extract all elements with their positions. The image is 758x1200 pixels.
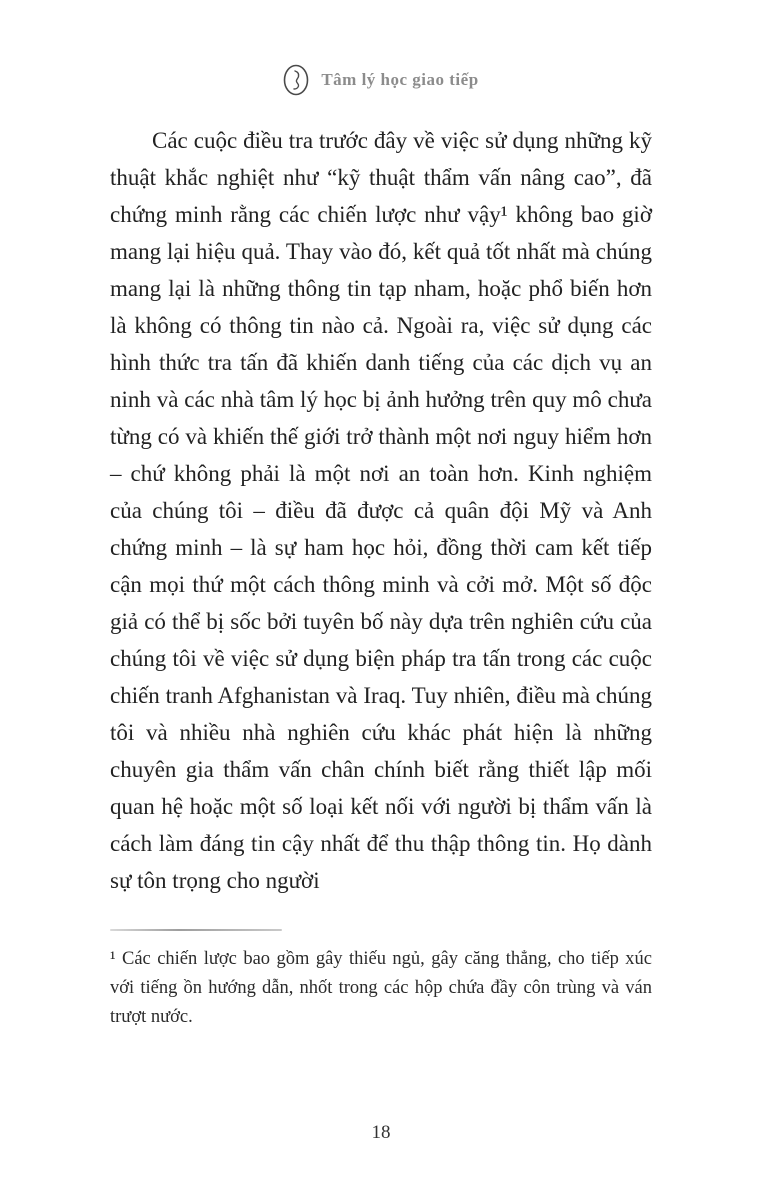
page-number: 18 xyxy=(371,1122,391,1143)
body-paragraph: Các cuộc điều tra trước đây về việc sử dụng những kỹ thuật khắc nghiệt như “kỹ thuật thẩm vấn nâng cao”, đã chứng minh rằng các chiến lược như vậy¹ không bao giờ mang lại hiệu quả. Thay vào đó, kết quả tốt nhất mà chúng mang lại là những thông tin tạp nham, hoặc phổ biến hơn là không có thông tin nào cả. Ngoài ra, việc sử dụng các hình thức tra tấn đã khiến danh tiếng của các dịch vụ an ninh và các nhà tâm lý học bị ảnh hưởng trên quy mô chưa từng có và khiến thế giới trở thành một nơi nguy hiểm hơn – chứ không phải là một nơi an toàn hơn. Kinh nghiệm của chúng tôi – điều đã được cả quân đội Mỹ và Anh chứng minh – là sự ham học hỏi, đồng thời cam kết tiếp cận mọi thứ một cách thông minh và cởi mở. Một số độc giả có thể bị sốc bởi tuyên bố này dựa trên nghiên cứu của chúng tôi về việc sử dụng biện pháp tra tấn trong các cuộc chiến tranh Afghanistan và Iraq. Tuy nhiên, điều mà chúng tôi và nhiều nhà nghiên cứu khác phát hiện là những chuyên gia thẩm vấn chân chính biết rằng thiết lập mối quan hệ hoặc một số loại kết nối với người bị thẩm vấn là cách làm đáng tin cậy nhất để thu thập thông tin. Họ dành sự tôn trọng cho người xyxy=(110,128,652,893)
publisher-logo-icon xyxy=(283,64,309,96)
footnote-separator xyxy=(110,929,282,931)
header-title: Tâm lý học giao tiếp xyxy=(321,70,479,89)
footnote-text: ¹ Các chiến lược bao gồm gây thiếu ngủ, gây căng thẳng, cho tiếp xúc với tiếng ồn hướng dẫn, nhốt trong các hộp chứa đầy côn trùng và ván trượt nước. xyxy=(110,949,652,1027)
page-body xyxy=(110,96,652,899)
page-header xyxy=(110,64,652,96)
